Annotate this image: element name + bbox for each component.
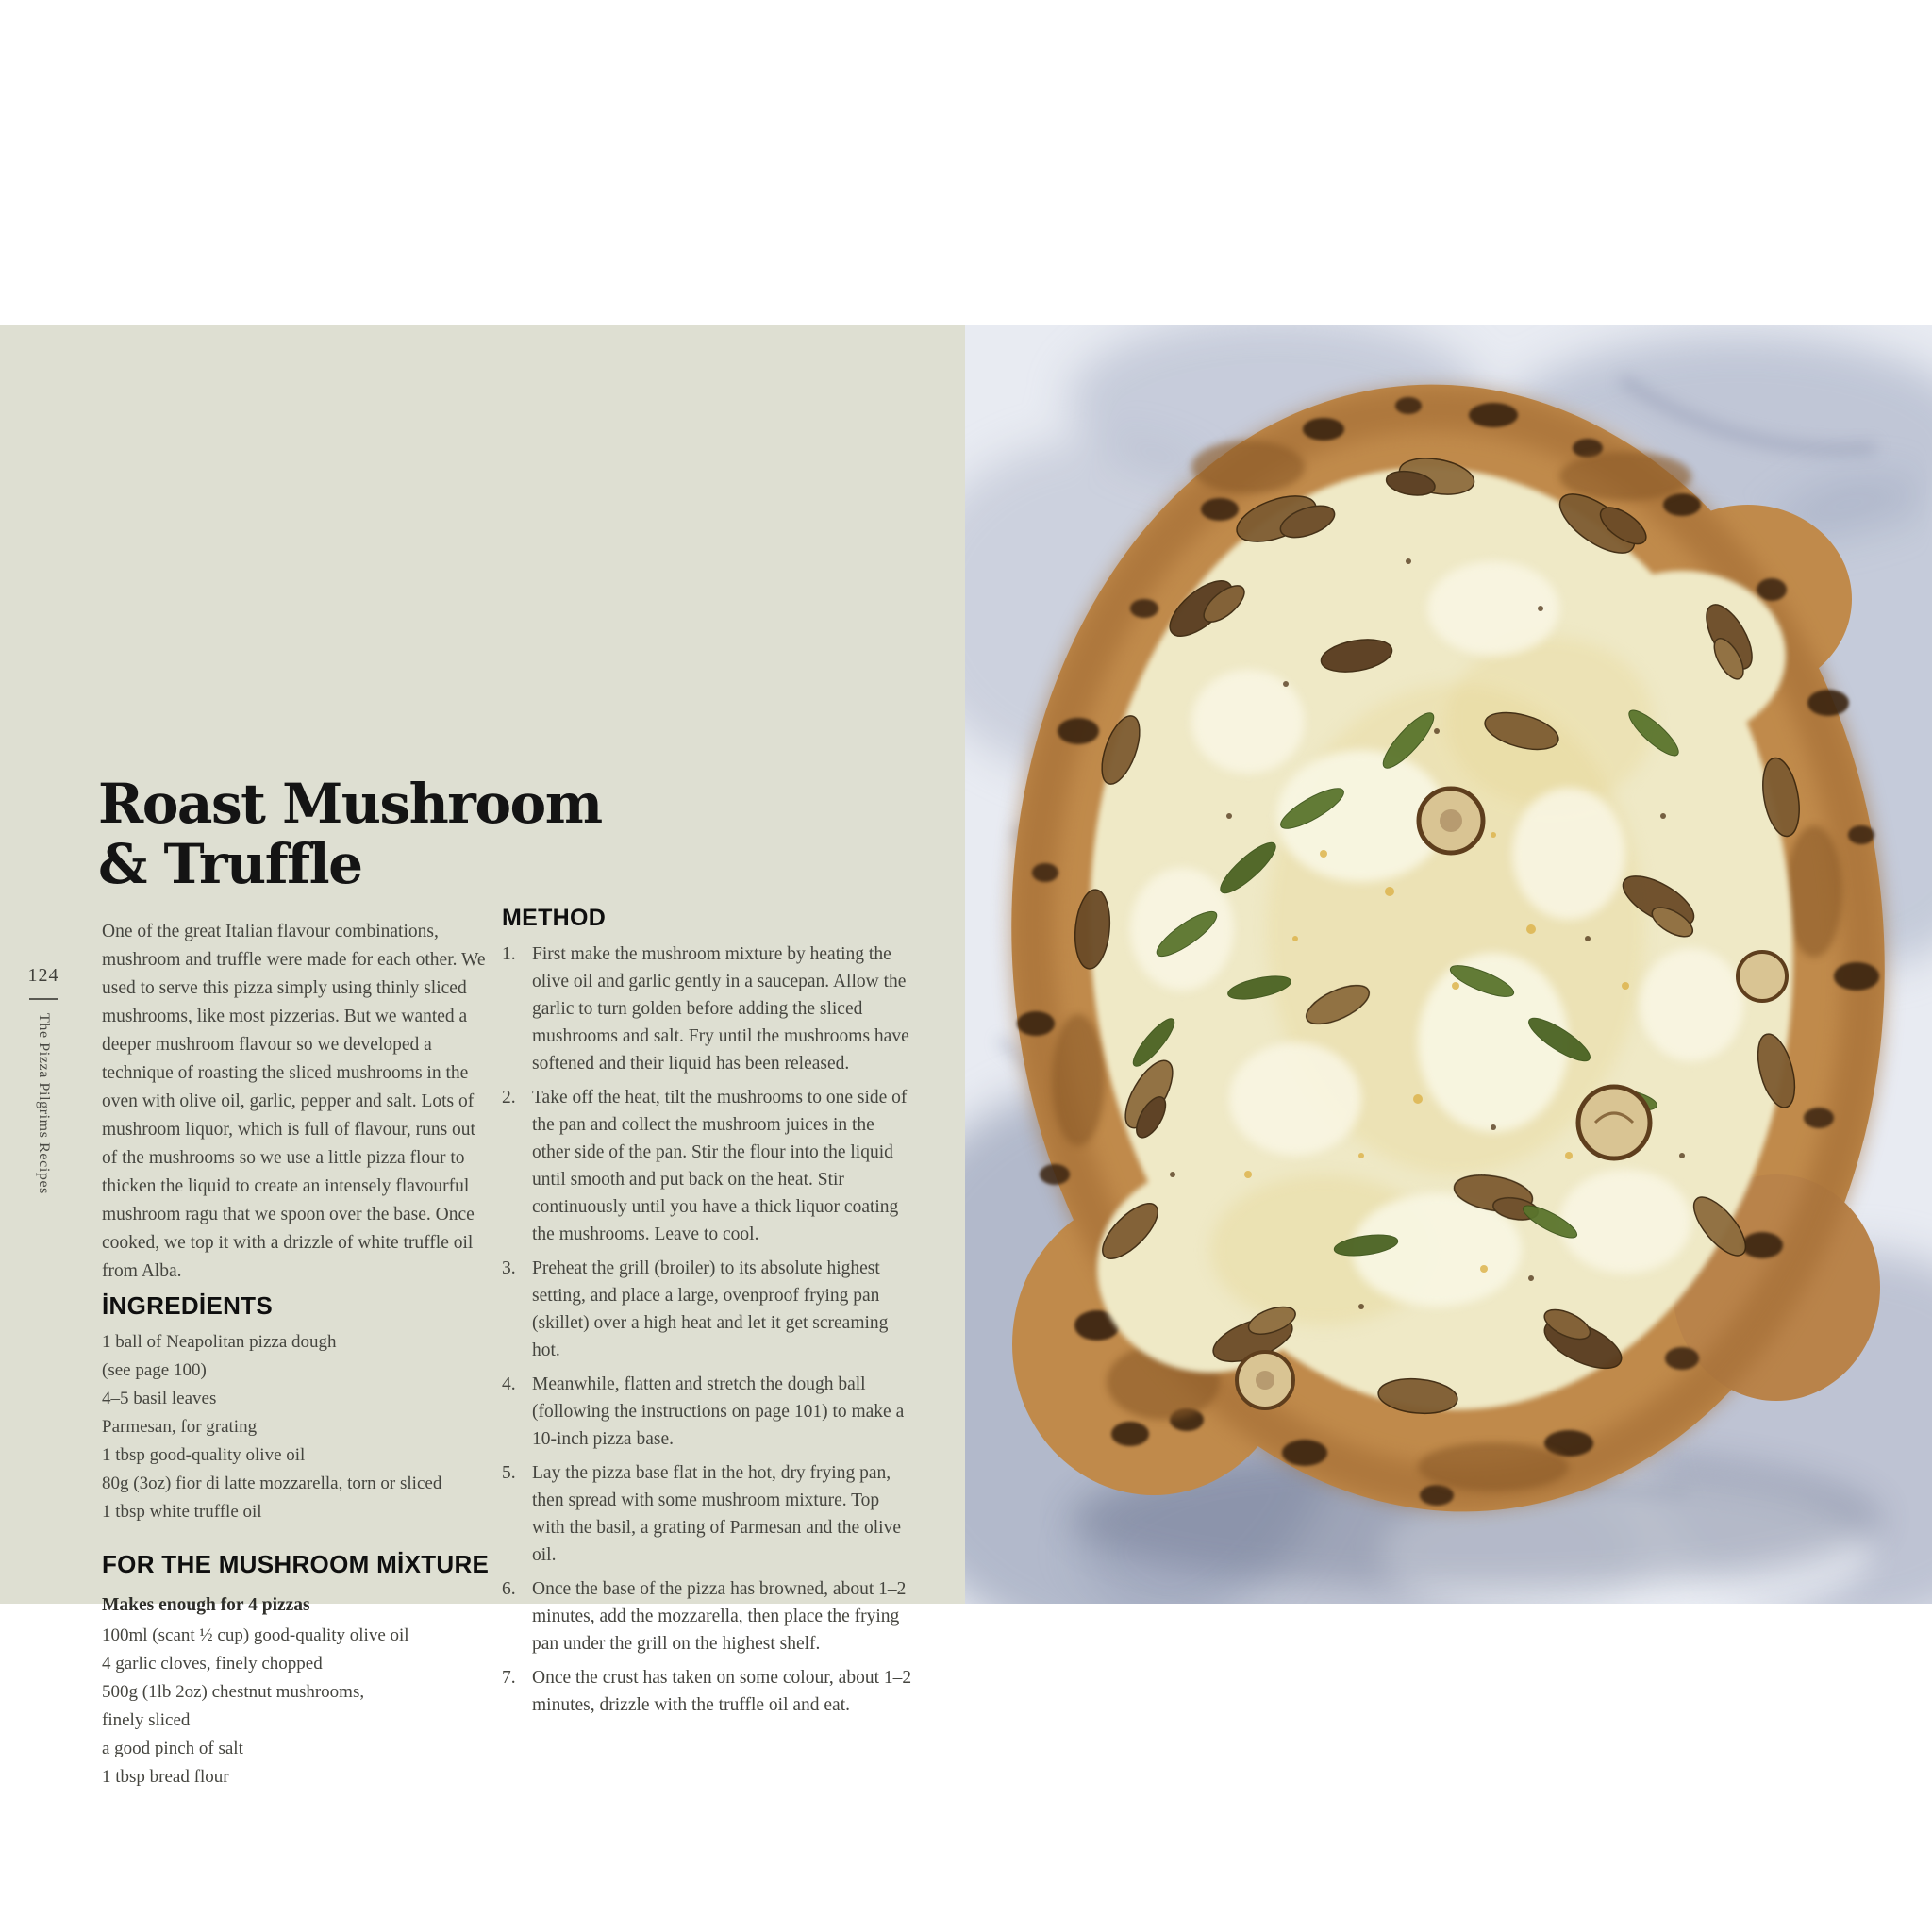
method-step xyxy=(502,1255,913,1364)
pizza-photo-illustration xyxy=(965,325,1932,1604)
sidebar-divider xyxy=(29,998,58,1000)
method-step xyxy=(502,1575,913,1657)
step-text: First make the mushroom mixture by heating the olive oil and garlic gently in a saucepan. Allow the garlic to turn golden before adding the sliced mushrooms and salt. Fry until the mushrooms have softened and their liquid has been released. xyxy=(532,944,909,1074)
ingredient-line: 1 tbsp bread flour xyxy=(102,1767,229,1787)
recipe-intro: One of the great Italian flavour combinations, mushroom and truffle were made for each other. We used to serve this pizza simply using thinly sliced mushrooms, like most pizzerias. But we wanted a deeper mushroom flavour so we developed a technique of roasting the sliced mushrooms in the oven with olive oil, garlic, pepper and salt. Lots of mushroom liquor, which is full of flavour, runs out of the mushrooms so we use a little pizza flour to thicken the liquid to create an intensely flavourful mushroom ragu that we spoon over the base. Once cooked, we top it with a drizzle of white truffle oil from Alba. xyxy=(102,921,486,1281)
ingredients-list xyxy=(102,1328,508,1526)
step-number: 1. xyxy=(502,944,516,964)
ingredient-line: 4 garlic cloves, finely chopped xyxy=(102,1654,323,1674)
recipe-page xyxy=(0,325,965,1787)
pizza-photo xyxy=(965,325,1932,1604)
step-number: 2. xyxy=(502,1088,516,1108)
method-step xyxy=(502,1459,913,1569)
method-step xyxy=(502,941,913,1077)
step-text: Once the base of the pizza has browned, about 1–2 minutes, add the mozzarella, then place the frying pan under the grill on the highest shelf. xyxy=(532,1579,907,1654)
ingredient-line: Parmesan, for grating xyxy=(102,1417,258,1437)
step-text: Take off the heat, tilt the mushrooms to one side of the pan and collect the mushroom juices in the other side of the pan. Stir the flour into the liquid until smooth and put back on the heat. Stir continuously until you have a thick liquor coating the mushrooms. Leave to cool. xyxy=(532,1088,908,1244)
method-step xyxy=(502,1664,913,1719)
step-text: Preheat the grill (broiler) to its absolute highest setting, and place a large, ovenproof frying pan (skillet) over a high heat and let it get screaming hot. xyxy=(532,1258,889,1360)
page-number: 124 xyxy=(27,965,59,986)
step-text: Once the crust has taken on some colour, about 1–2 minutes, drizzle with the truffle oil and eat. xyxy=(532,1668,912,1715)
step-text: Meanwhile, flatten and stretch the dough ball (following the instructions on page 101) to make a 10-inch pizza base. xyxy=(532,1374,905,1449)
step-number: 3. xyxy=(502,1258,516,1278)
step-number: 5. xyxy=(502,1463,516,1483)
step-number: 6. xyxy=(502,1579,516,1599)
recipe-title-line1: Roast Mushroom xyxy=(98,771,602,836)
step-text: Lay the pizza base flat in the hot, dry frying pan, then spread with some mushroom mixture. Top with the basil, a grating of Parmesan and the olive oil. xyxy=(532,1463,901,1565)
mixture-heading: FOR THE MUSHROOM MİXTURE xyxy=(102,1550,490,1578)
method-step xyxy=(502,1371,913,1453)
recipe-title-line2: & Truffle xyxy=(98,831,362,896)
step-number: 4. xyxy=(502,1374,516,1394)
method-heading: METHOD xyxy=(502,905,607,931)
page-margin-sidebar xyxy=(23,965,64,1194)
method-step xyxy=(502,1084,913,1248)
ingredient-line: 100ml (scant ½ cup) good-quality olive oil xyxy=(102,1625,409,1645)
chapter-title-vertical: The Pizza Pilgrims Recipes xyxy=(36,1013,52,1195)
mixture-yield-note: Makes enough for 4 pizzas xyxy=(102,1595,310,1615)
ingredient-line: 80g (3oz) fior di latte mozzarella, torn or sliced xyxy=(102,1474,442,1493)
ingredient-line: 500g (1lb 2oz) chestnut mushrooms, xyxy=(102,1682,365,1702)
ingredient-line: a good pinch of salt xyxy=(102,1739,243,1758)
recipe-title xyxy=(98,771,602,896)
ingredient-line: 4–5 basil leaves xyxy=(102,1389,217,1408)
ingredients-heading: İNGREDİENTS xyxy=(102,1291,273,1320)
ingredient-line: 1 ball of Neapolitan pizza dough xyxy=(102,1332,337,1352)
ingredient-line: 1 tbsp good-quality olive oil xyxy=(102,1445,306,1465)
mixture-ingredients-list xyxy=(102,1622,508,1791)
step-number: 7. xyxy=(502,1668,516,1688)
ingredient-line: finely sliced xyxy=(102,1710,191,1730)
ingredient-line: 1 tbsp white truffle oil xyxy=(102,1502,262,1522)
method-steps xyxy=(502,941,913,1725)
ingredient-line: (see page 100) xyxy=(102,1360,207,1380)
